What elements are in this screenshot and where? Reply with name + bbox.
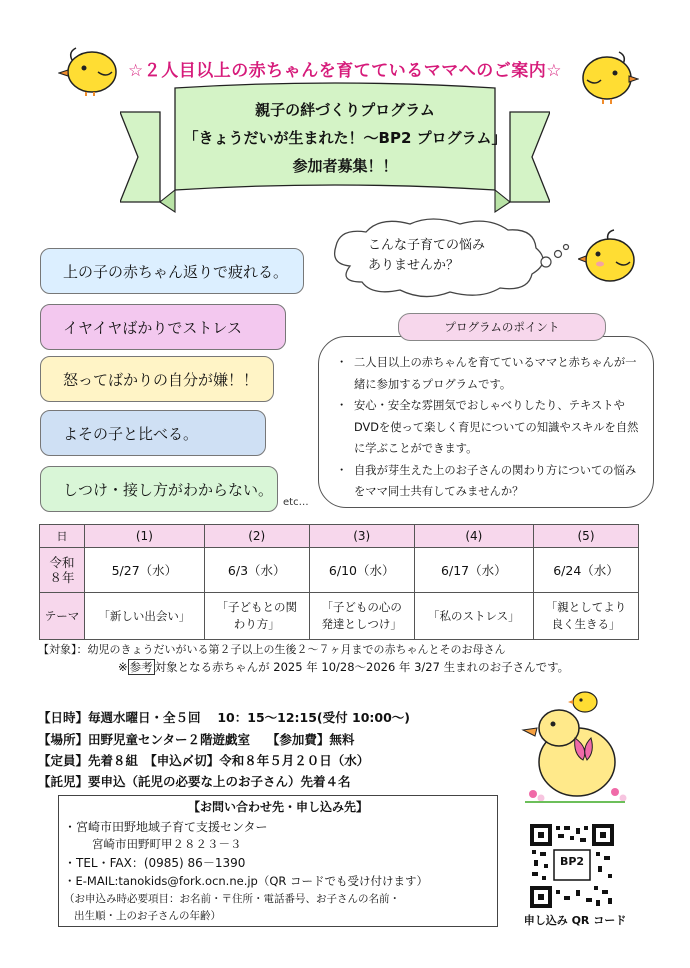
schedule-table bbox=[39, 524, 639, 640]
detail-childcare: 【託児】要申込（託児の必要な上のお子さん）先着４名 bbox=[38, 774, 351, 789]
date-row-label bbox=[40, 548, 85, 593]
page-subtitle: ☆２人目以上の赤ちゃんを育てているママへのご案内☆ bbox=[128, 61, 562, 81]
theme-line: 「子どもとの関 bbox=[216, 600, 297, 614]
session-num: (3) bbox=[309, 525, 414, 548]
theme-line: 「私のストレス」 bbox=[428, 608, 520, 623]
session-num: (4) bbox=[414, 525, 533, 548]
chick-illustration-left bbox=[58, 40, 120, 96]
worry-text: しつけ・接し方がわからない。 bbox=[63, 480, 274, 499]
theme-line: 「親としてより bbox=[545, 600, 627, 614]
date-label-line: 令和 bbox=[49, 555, 75, 570]
reference-line bbox=[118, 659, 569, 675]
session-num: (5) bbox=[534, 525, 639, 548]
theme-line: わり方」 bbox=[233, 617, 280, 631]
schedule-date-row bbox=[40, 548, 639, 593]
worry-text: イヤイヤばかりでストレス bbox=[63, 318, 242, 337]
contact-title: 【お問い合わせ先・申し込み先】 bbox=[187, 800, 368, 814]
detail-place-label: 【場所】田野児童センター２階遊戯室 bbox=[38, 732, 251, 747]
schedule-theme-row bbox=[40, 593, 639, 640]
contact-org: ・宮崎市田野地域子育て支援センター bbox=[64, 820, 268, 834]
session-num: (2) bbox=[204, 525, 309, 548]
theme-line: 発達としつけ」 bbox=[321, 617, 402, 631]
program-points-list bbox=[340, 352, 640, 503]
target-text: ：幼児のきょうだいがいる第２子以上の生後２～７ヶ月までの赤ちゃんとそのお母さん bbox=[76, 643, 506, 656]
point-item: ・ 安心・安全な雰囲気でおしゃべりしたり、テキストやDVDを使って楽しく育児についての知識やスキルを自然に学ぶことができます。 bbox=[340, 395, 640, 460]
ref-prefix: ※ bbox=[118, 660, 128, 674]
session-theme bbox=[85, 593, 205, 640]
cloud-line-1: こんな子育ての悩み bbox=[368, 238, 486, 253]
header-label: 日 bbox=[40, 525, 85, 548]
banner-line-1: 親子の絆づくりプログラム bbox=[255, 101, 435, 119]
target-line bbox=[38, 641, 506, 657]
banner-line-3: 参加者募集！！ bbox=[292, 157, 398, 175]
worry-card-2 bbox=[40, 304, 286, 350]
session-date: 6/24（水） bbox=[534, 548, 639, 593]
detail-fee: 【参加費】無料 bbox=[266, 732, 355, 747]
program-points-label: プログラムのポイント bbox=[398, 313, 606, 341]
point-item: ・ 自我が芽生えた上のお子さんの関わり方についての悩みをママ同士共有してみませんか？ bbox=[340, 460, 640, 503]
session-theme bbox=[534, 593, 639, 640]
session-date: 6/3（水） bbox=[204, 548, 309, 593]
banner-line-2: 「きょうだいが生まれた！～BP2 プログラム」 bbox=[183, 129, 507, 147]
qr-label: 申し込み QR コード bbox=[523, 914, 627, 927]
chick-illustration-right bbox=[577, 46, 639, 108]
theme-line: 「子どもの心の bbox=[321, 600, 402, 614]
session-num: (1) bbox=[85, 525, 205, 548]
session-date: 6/10（水） bbox=[309, 548, 414, 593]
worry-card-1 bbox=[40, 248, 304, 294]
banner-text bbox=[165, 96, 525, 180]
chick-illustration-middle bbox=[578, 228, 638, 286]
ref-text: 対象となる赤ちゃんが 2025 年 10/28～2026 年 3/27 生まれのお子さんです。 bbox=[154, 660, 570, 674]
etc-note: etc… bbox=[283, 497, 309, 508]
session-date: 6/17（水） bbox=[414, 548, 533, 593]
session-theme bbox=[204, 593, 309, 640]
detail-capacity: 【定員】先着８組 【申込〆切】令和８年５月２０日（水） bbox=[38, 753, 370, 768]
detail-place bbox=[38, 730, 354, 748]
contact-note-1: （お申込み時必要項目：お名前・〒住所・電話番号、お子さんの名前・ bbox=[64, 893, 400, 905]
session-theme bbox=[414, 593, 533, 640]
theme-row-label: テーマ bbox=[40, 593, 85, 640]
contact-tel: ・TEL・FAX：(0985) 86－1390 bbox=[64, 856, 246, 870]
schedule-header-row bbox=[40, 525, 639, 548]
qr-badge: BP2 bbox=[559, 855, 585, 868]
session-date: 5/27（水） bbox=[85, 548, 205, 593]
theme-line: 良く生きる」 bbox=[551, 617, 621, 631]
date-label-line: ８年 bbox=[49, 570, 75, 585]
target-tag: 【対象】 bbox=[38, 643, 77, 656]
contact-note-2: 出生順・上のお子さんの年齢） bbox=[74, 910, 221, 922]
worry-card-4 bbox=[40, 410, 266, 456]
worry-text: 怒ってばかりの自分が嫌！！ bbox=[63, 370, 259, 389]
cloud-line-2: ありませんか？ bbox=[368, 258, 460, 273]
session-theme bbox=[309, 593, 414, 640]
detail-datetime: 【日時】毎週水曜日・全５回 10：15～12:15(受付 10:00～) bbox=[38, 710, 410, 725]
ref-box: 参考 bbox=[129, 660, 153, 674]
contact-email[interactable]: ・E-MAIL:tanokids@fork.ocn.ne.jp（QR コードでも受け付けます） bbox=[64, 874, 429, 888]
worry-card-5 bbox=[40, 466, 278, 512]
cloud-text bbox=[368, 236, 528, 276]
worry-card-3 bbox=[40, 356, 274, 402]
duck-illustration bbox=[515, 688, 630, 806]
worry-text: 上の子の赤ちゃん返りで疲れる。 bbox=[63, 262, 289, 281]
theme-line: 「新しい出会い」 bbox=[98, 608, 191, 623]
worry-text: よその子と比べる。 bbox=[63, 424, 199, 443]
point-item: ・ 二人目以上の赤ちゃんを育てているママと赤ちゃんが一緒に参加するプログラムです。 bbox=[340, 352, 640, 395]
contact-address: 宮崎市田野町甲２８２３－３ bbox=[92, 837, 242, 851]
